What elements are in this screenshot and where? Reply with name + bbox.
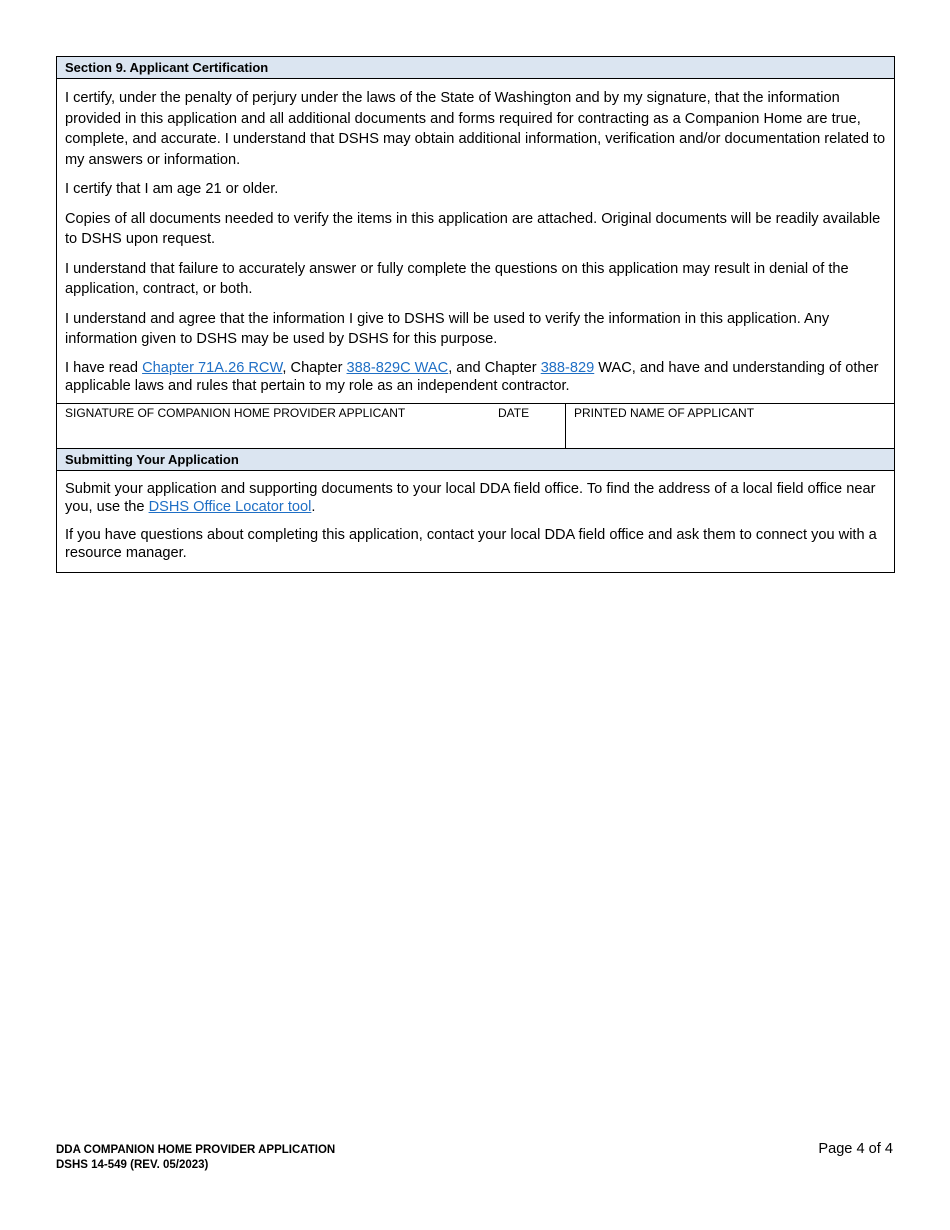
rcw-71a26-link[interactable]: Chapter 71A.26 RCW: [142, 359, 283, 376]
submitting-paragraph-1: [65, 480, 886, 516]
cert-paragraph-2: I certify that I am age 21 or older.: [65, 181, 279, 197]
cert-p6-text-3: , and Chapter: [448, 359, 541, 376]
cert-p6-text-4: WAC, and have and understanding of other applicable laws and rules that pertain to my role as an independent contractor.: [65, 359, 879, 394]
wac-388-829c-link[interactable]: 388-829C WAC: [346, 359, 449, 376]
submitting-title: Submitting Your Application: [57, 449, 894, 471]
office-locator-link[interactable]: DSHS Office Locator tool: [148, 498, 312, 515]
signature-row: [57, 404, 894, 449]
submitting-p1-text: Submit your application and supporting documents to your local DDA field office. To find the address of a local field office near you, use the: [65, 480, 876, 515]
date-field[interactable]: DATE: [498, 405, 530, 420]
section9-title: Section 9. Applicant Certification: [57, 57, 894, 79]
cert-paragraph-3: Copies of all documents needed to verify the items in this application are attached. Original documents will be readily available to DSHS upon request.: [65, 210, 881, 247]
wac-388-829-link[interactable]: 388-829: [540, 359, 595, 376]
cert-paragraph-4: I understand that failure to accurately answer or fully complete the questions on this application may result in denial of the application, contract, or both.: [65, 260, 849, 297]
signature-date-cell: [57, 404, 566, 448]
cert-paragraph-6: [65, 359, 886, 395]
cert-paragraph-1: I certify, under the penalty of perjury under the laws of the State of Washington and by my signature, that the information provided in this application and all additional documents and forms required for contracting as a Companion Home are true, complete, and accurate. I understand that DSHS may obtain additional information, verification and/or documentation related to my answers or information.: [65, 90, 886, 168]
page-number: Page 4 of 4: [818, 1141, 893, 1157]
form-number: DSHS 14-549 (REV. 05/2023): [56, 1159, 209, 1171]
printed-name-field[interactable]: PRINTED NAME OF APPLICANT: [574, 405, 755, 420]
cert-p6-text-2: , Chapter: [282, 359, 347, 376]
cert-paragraph-5: I understand and agree that the information I give to DSHS will be used to verify the information in this application. Any information given to DSHS may be used by DSHS for this purpose.: [65, 310, 830, 347]
submitting-body: [57, 471, 894, 572]
form-title: DDA COMPANION HOME PROVIDER APPLICATION: [56, 1144, 336, 1156]
signature-field[interactable]: SIGNATURE OF COMPANION HOME PROVIDER APPLICANT: [65, 405, 406, 420]
submitting-p1-end: .: [311, 498, 316, 515]
certification-body: [57, 79, 894, 404]
submitting-paragraph-2: If you have questions about completing this application, contact your local DDA field office and ask them to connect you with a resource manager.: [65, 526, 877, 561]
cert-p6-text-1: I have read: [65, 359, 143, 376]
application-form: [56, 56, 895, 573]
form-footer: [56, 1143, 335, 1173]
